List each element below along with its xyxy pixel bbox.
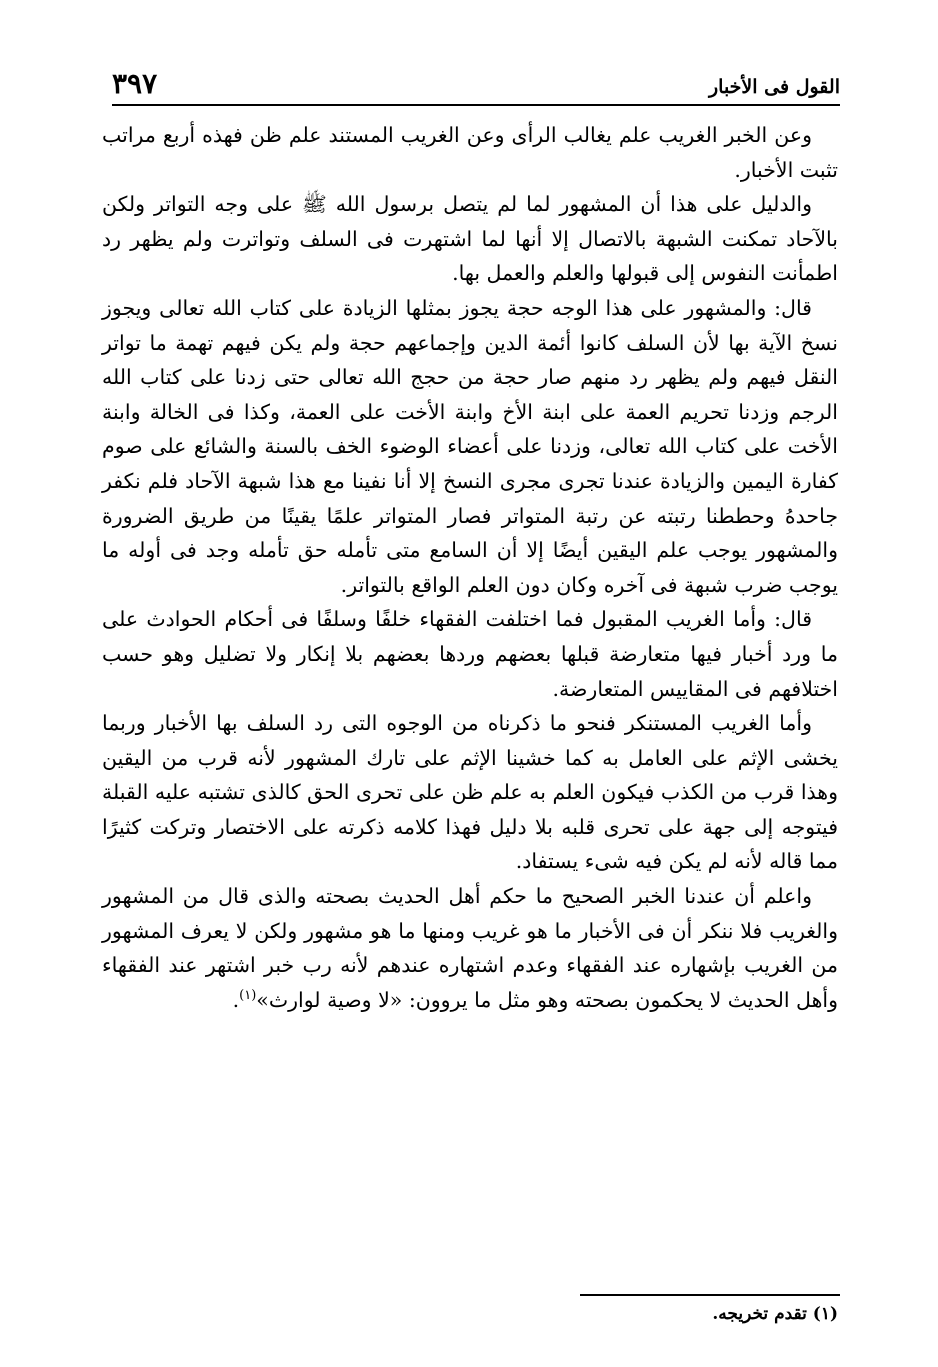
paragraph: قال: والمشهور على هذا الوجه حجة يجوز بمثلها الزيادة على كتاب الله تعالى ويجوز نسخ الآية بها لأن السلف كانوا أئمة الدين وإجماعهم حجة ولم يكن فيهم تهمة ما تواتر النقل فيهم ولم يظهر رد منهم صار حجة من حجج الله تعالى حتى زدنا على كتاب الله الرجم وزدنا تحريم العمة على ابنة الأخ وابنة الأخت على العمة، وكذا فى الخالة وابنة الأخت على كتاب الله تعالى، وزدنا على أعضاء الوضوء الخف بالسنة والشائع على صوم كفارة اليمين والزيادة عندنا تجرى مجرى النسخ إلا أنا نفينا مع هذا شبهة الآحاد فلم نكفر جاحدهُ وحططنا رتبته عن رتبة المتواتر فصار المتواتر علمًا يقينًا من طريق الضرورة والمشهور يوجب علم اليقين أيضًا إلا أن السامع متى تأمله حق تأمله وجد فى أوله ما يوجب ضرب شبهة فى آخره وكان دون العلم الواقع بالتواتر.: [102, 295, 838, 597]
final-period: .: [232, 987, 240, 1012]
paragraph-text: واعلم أن عندنا الخبر الصحيح ما حكم أهل الحديث بصحته والذى قال من المشهور والغريب فلا ننكر أن فى الأخبار ما هو غريب ومنها ما هو مشهور ولكن لا يعرف المشهور من الغريب بإشهاره عند الفقهاء وعدم اشتهاره عندهم لأنه رب خبر اشتهر عند الفقهاء وأهل الحديث لا يحكمون بصحته وهو مثل ما يروون: «لا وصية لوارث»: [102, 884, 838, 1012]
paragraph: وعن الخبر الغريب علم يغالب الرأى وعن الغريب المستند علم ظن فهذه أربع مراتب تثبت الأخبار.: [102, 123, 838, 182]
footnote: (١) تقدم تخريجه.: [712, 1304, 838, 1324]
running-header: [112, 60, 840, 98]
header-rule: [112, 104, 840, 106]
paragraph: قال: وأما الغريب المقبول فما اختلفت الفقهاء خلفًا وسلفًا فى أحكام الحوادث على ما ورد أخبار فيها متعارضة قبلها بعضهم وردها بعضهم بلا إنكار ولا تضليل وهو حسب اختلافهم فى المقاييس المتعارضة.: [102, 607, 838, 701]
paragraph-last: [102, 879, 838, 1017]
paragraph: وأما الغريب المستنكر فنحو ما ذكرناه من الوجوه التى رد السلف بها الأخبار وربما يخشى الإثم على العامل به كما خشينا الإثم على تارك المشهور لأنه قرب من اليقين وهذا قرب من الكذب فيكون العلم به علم ظن على تحرى الحق كالذى تشتبه عليه القبلة فيتوجه إلى جهة على تحرى قلبه بلا دليل فهذا كلامه ذكرته على الاختصار وتركت كثيرًا مما قاله لأنه لم يكن فيه شىء يستفاد.: [102, 711, 838, 874]
body-text: [102, 118, 838, 1017]
paragraph: والدليل على هذا أن المشهور لما لم يتصل برسول الله ﷺ على وجه التواتر ولكن بالآحاد تمكنت الشبهة بالاتصال إلا أنها لما اشتهرت فى السلف وتواترت ولم يظهر رد اطمأنت النفوس إلى قبولها والعلم والعمل بها.: [102, 192, 838, 286]
page-number: ٣٩٧: [112, 67, 158, 100]
footnote-marker: (١): [239, 988, 257, 1004]
running-title: القول فى الأخبار: [708, 76, 840, 98]
footnote-rule: [580, 1294, 840, 1296]
